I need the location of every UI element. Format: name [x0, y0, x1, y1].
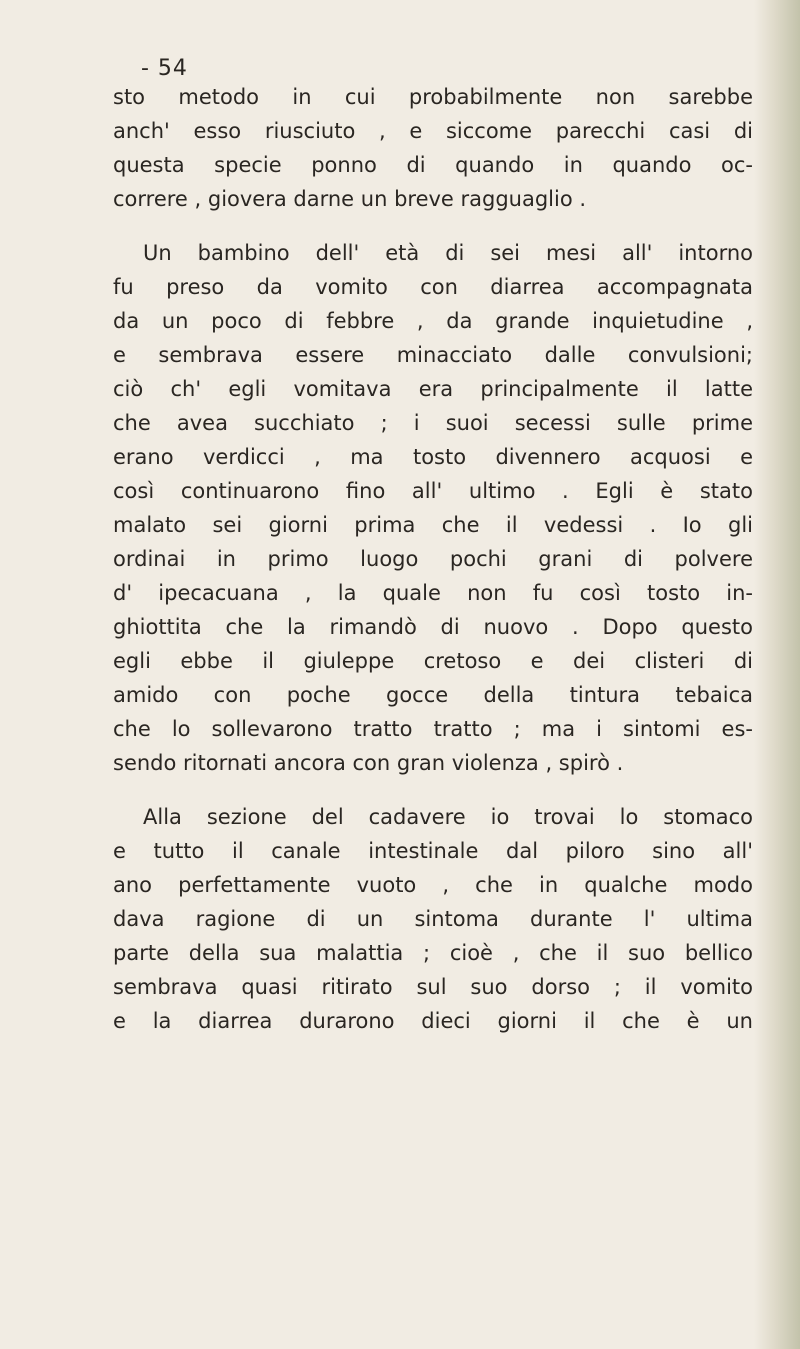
page-number: - 54	[141, 56, 188, 81]
text-line: Alla sezione del cadavere io trovai lo stomaco	[143, 805, 753, 829]
text-line: questa specie ponno di quando in quando oc-	[113, 153, 753, 177]
paragraph-1	[113, 80, 753, 216]
page-edge-shadow	[754, 0, 800, 1349]
text-line: d' ipecacuana , la quale non fu così tosto in-	[113, 581, 753, 605]
text-line: fu preso da vomito con diarrea accompagnata	[113, 275, 753, 299]
text-line: sendo ritornati ancora con gran violenza , spirò .	[113, 751, 624, 775]
text-line: ciò ch' egli vomitava era principalmente il latte	[113, 377, 753, 401]
text-line: e tutto il canale intestinale dal piloro sino all'	[113, 839, 753, 863]
text-line: sto metodo in cui probabilmente non sarebbe	[113, 85, 753, 109]
text-line: amido con poche gocce della tintura tebaica	[113, 683, 753, 707]
text-line: ordinai in primo luogo pochi grani di polvere	[113, 547, 753, 571]
paragraph-2	[113, 236, 753, 780]
text-line: erano verdicci , ma tosto divennero acquosi e	[113, 445, 753, 469]
text-line: così continuarono fino all' ultimo . Egli è stato	[113, 479, 753, 503]
text-line: egli ebbe il giuleppe cretoso e dei clisteri di	[113, 649, 753, 673]
text-line: ano perfettamente vuoto , che in qualche modo	[113, 873, 753, 897]
text-line: dava ragione di un sintoma durante l' ultima	[113, 907, 753, 931]
paragraph-3	[113, 800, 753, 1038]
text-line: correre , giovera darne un breve ragguaglio .	[113, 187, 587, 211]
text-line: Un bambino dell' età di sei mesi all' intorno	[143, 241, 753, 265]
text-line: e la diarrea durarono dieci giorni il che è un	[113, 1009, 753, 1033]
text-line: che avea succhiato ; i suoi secessi sulle prime	[113, 411, 753, 435]
text-line: e sembrava essere minacciato dalle convulsioni;	[113, 343, 753, 367]
text-line: da un poco di febbre , da grande inquietudine ,	[113, 309, 753, 333]
text-line: che lo sollevarono tratto tratto ; ma i sintomi es-	[113, 717, 753, 741]
text-line: malato sei giorni prima che il vedessi . Io gli	[113, 513, 753, 537]
paragraph-gap	[113, 216, 753, 236]
text-line: parte della sua malattia ; cioè , che il suo bellico	[113, 941, 753, 965]
text-line: ghiottita che la rimandò di nuovo . Dopo questo	[113, 615, 753, 639]
body-text	[113, 80, 753, 1038]
text-line: anch' esso riusciuto , e siccome parecchi casi di	[113, 119, 753, 143]
text-line: sembrava quasi ritirato sul suo dorso ; il vomito	[113, 975, 753, 999]
paragraph-gap	[113, 780, 753, 800]
